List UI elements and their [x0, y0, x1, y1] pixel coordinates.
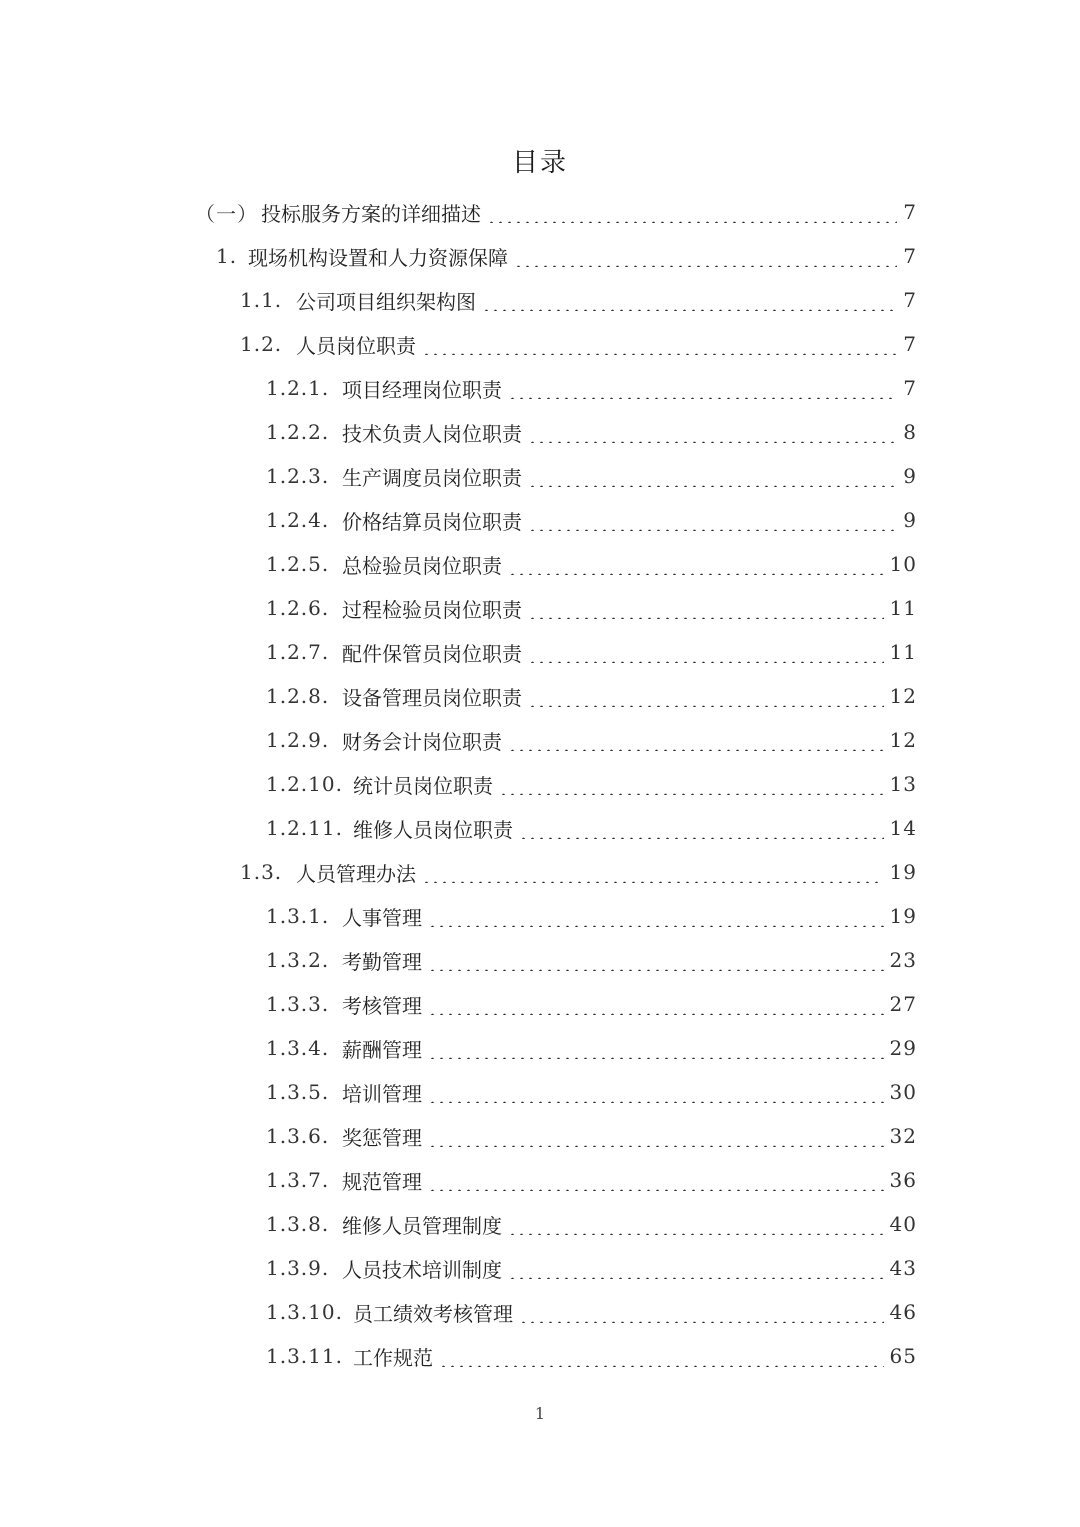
- toc-entry-page: 7: [903, 332, 917, 356]
- toc-leader-dots: [428, 907, 884, 927]
- toc-entry[interactable]: [266, 718, 917, 762]
- toc-entry-page: 12: [889, 728, 917, 752]
- toc-entry-page: 30: [889, 1080, 917, 1104]
- toc-leader-dots: [528, 423, 897, 443]
- toc-entry-label: 工作规范: [353, 1345, 433, 1370]
- toc-entry[interactable]: [266, 454, 917, 498]
- toc-entry-label: 过程检验员岗位职责: [342, 597, 522, 622]
- toc-entry-number: 1.3.1.: [266, 904, 330, 928]
- toc-entry[interactable]: [240, 278, 917, 322]
- toc-leader-dots: [487, 203, 897, 223]
- toc-entry[interactable]: [266, 982, 917, 1026]
- toc-entry-label: 人员技术培训制度: [342, 1257, 502, 1282]
- toc-entry-label: 现场机构设置和人力资源保障: [248, 245, 508, 270]
- toc-entry-page: 14: [889, 816, 917, 840]
- toc-entry-label: 规范管理: [342, 1169, 422, 1194]
- toc-entry[interactable]: [266, 1026, 917, 1070]
- toc-leader-dots: [508, 555, 884, 575]
- toc-entry-page: 9: [903, 508, 917, 532]
- toc-entry-page: 7: [903, 288, 917, 312]
- toc-entry-number: 1.2.8.: [266, 684, 330, 708]
- toc-entry-label: 考勤管理: [342, 949, 422, 974]
- toc-entry-page: 19: [889, 860, 917, 884]
- toc-entry-label: 总检验员岗位职责: [342, 553, 502, 578]
- toc-leader-dots: [528, 511, 897, 531]
- toc-entry-label: 技术负责人岗位职责: [342, 421, 522, 446]
- toc-entry-number: 1.3.11.: [266, 1344, 343, 1368]
- toc-entry-number: 1.3.10.: [266, 1300, 343, 1324]
- toc-entry-page: 43: [889, 1256, 917, 1280]
- toc-entry-page: 7: [903, 244, 917, 268]
- toc-leader-dots: [528, 643, 884, 663]
- toc-leader-dots: [428, 995, 884, 1015]
- toc-entry-number: 1.2.5.: [266, 552, 330, 576]
- toc-entry-number: 1.3.9.: [266, 1256, 330, 1280]
- toc-entry-label: 设备管理员岗位职责: [342, 685, 522, 710]
- toc-entry[interactable]: [266, 1290, 917, 1334]
- toc-entry-number: 1.3.5.: [266, 1080, 330, 1104]
- toc-leader-dots: [422, 863, 884, 883]
- toc-entry-label: 维修人员管理制度: [342, 1213, 502, 1238]
- toc-entry[interactable]: [266, 410, 917, 454]
- toc-entry-number: 1.2.: [240, 332, 283, 356]
- toc-entry[interactable]: [266, 1114, 917, 1158]
- toc-entry-label: 公司项目组织架构图: [296, 289, 476, 314]
- toc-entry[interactable]: [266, 762, 917, 806]
- toc-leader-dots: [519, 819, 884, 839]
- toc-entry[interactable]: [266, 1246, 917, 1290]
- toc-entry[interactable]: [266, 1158, 917, 1202]
- toc-entry-number: 1.2.11.: [266, 816, 343, 840]
- toc-leader-dots: [508, 379, 897, 399]
- toc-leader-dots: [519, 1303, 884, 1323]
- toc-entry-page: 10: [889, 552, 917, 576]
- toc-entry-label: 价格结算员岗位职责: [342, 509, 522, 534]
- toc-entry-page: 32: [889, 1124, 917, 1148]
- toc-entry-number: 1.: [216, 244, 238, 268]
- toc-entry[interactable]: [266, 366, 917, 410]
- toc-entry-label: 奖惩管理: [342, 1125, 422, 1150]
- toc-entry-page: 11: [889, 640, 917, 664]
- toc-leader-dots: [514, 247, 897, 267]
- toc-entry[interactable]: [266, 1070, 917, 1114]
- toc-entry-page: 36: [889, 1168, 917, 1192]
- toc-leader-dots: [428, 951, 884, 971]
- toc-leader-dots: [428, 1127, 884, 1147]
- toc-entry-label: 培训管理: [342, 1081, 422, 1106]
- toc-entry-number: 1.2.6.: [266, 596, 330, 620]
- toc-entry-page: 65: [889, 1344, 917, 1368]
- toc-entry-label: 财务会计岗位职责: [342, 729, 502, 754]
- toc-entry-label: 人员岗位职责: [296, 333, 416, 358]
- toc-entry-number: 1.3.: [240, 860, 283, 884]
- toc-entry-number: 1.2.7.: [266, 640, 330, 664]
- toc-leader-dots: [528, 467, 897, 487]
- toc-entry[interactable]: [266, 1334, 917, 1378]
- toc-entry-label: 统计员岗位职责: [353, 773, 493, 798]
- toc-leader-dots: [439, 1347, 884, 1367]
- toc-entry-number: （一）: [195, 201, 258, 226]
- toc-entry-label: 员工绩效考核管理: [353, 1301, 513, 1326]
- toc-entry[interactable]: [195, 190, 917, 234]
- toc-entry-label: 薪酬管理: [342, 1037, 422, 1062]
- toc-entry-number: 1.2.9.: [266, 728, 330, 752]
- toc-entry-label: 考核管理: [342, 993, 422, 1018]
- toc-entry-number: 1.3.4.: [266, 1036, 330, 1060]
- page-number: 1: [534, 1404, 546, 1423]
- toc-entry-number: 1.3.3.: [266, 992, 330, 1016]
- toc-leader-dots: [508, 1259, 884, 1279]
- toc-entry-number: 1.2.3.: [266, 464, 330, 488]
- toc-entry-number: 1.3.6.: [266, 1124, 330, 1148]
- toc-leader-dots: [428, 1083, 884, 1103]
- toc-entry-page: 12: [889, 684, 917, 708]
- toc-entry-page: 7: [903, 376, 917, 400]
- toc-entry-page: 46: [889, 1300, 917, 1324]
- toc-entry[interactable]: [266, 542, 917, 586]
- toc-entry-label: 人员管理办法: [296, 861, 416, 886]
- toc-leader-dots: [508, 731, 884, 751]
- toc-entry-page: 40: [889, 1212, 917, 1236]
- toc-entry-label: 配件保管员岗位职责: [342, 641, 522, 666]
- toc-entry-label: 维修人员岗位职责: [353, 817, 513, 842]
- toc-entry[interactable]: [266, 586, 917, 630]
- toc-entry-number: 1.3.2.: [266, 948, 330, 972]
- toc-entry-number: 1.2.4.: [266, 508, 330, 532]
- toc-entry-page: 19: [889, 904, 917, 928]
- toc-entry-number: 1.2.1.: [266, 376, 330, 400]
- toc-entry-page: 29: [889, 1036, 917, 1060]
- toc-entry[interactable]: [240, 322, 917, 366]
- toc-entry-page: 27: [889, 992, 917, 1016]
- toc-entry-page: 7: [903, 200, 917, 224]
- toc-entry-number: 1.2.2.: [266, 420, 330, 444]
- toc-leader-dots: [428, 1171, 884, 1191]
- toc-entry-number: 1.1.: [240, 288, 283, 312]
- toc-leader-dots: [422, 335, 897, 355]
- toc-entry-number: 1.3.8.: [266, 1212, 330, 1236]
- toc-leader-dots: [428, 1039, 884, 1059]
- toc-title: 目录: [511, 148, 568, 178]
- toc-entry[interactable]: [266, 894, 917, 938]
- toc-entry[interactable]: [266, 498, 917, 542]
- toc-entry[interactable]: [266, 1202, 917, 1246]
- toc-entry[interactable]: [240, 850, 917, 894]
- toc-entry-page: 13: [889, 772, 917, 796]
- toc-entry[interactable]: [216, 234, 917, 278]
- toc-leader-dots: [508, 1215, 884, 1235]
- toc-entry-page: 23: [889, 948, 917, 972]
- toc-entry[interactable]: [266, 674, 917, 718]
- toc-entry-number: 1.3.7.: [266, 1168, 330, 1192]
- toc-entry-label: 人事管理: [342, 905, 422, 930]
- toc-leader-dots: [482, 291, 897, 311]
- toc-entry[interactable]: [266, 938, 917, 982]
- toc-entry-label: 生产调度员岗位职责: [342, 465, 522, 490]
- toc-entry-page: 9: [903, 464, 917, 488]
- toc-leader-dots: [528, 687, 884, 707]
- toc-entry-label: 投标服务方案的详细描述: [261, 201, 481, 226]
- toc-leader-dots: [528, 599, 884, 619]
- toc-entry-number: 1.2.10.: [266, 772, 343, 796]
- toc-entry-page: 11: [889, 596, 917, 620]
- toc-entry-page: 8: [903, 420, 917, 444]
- toc-entry[interactable]: [266, 806, 917, 850]
- toc-entry-label: 项目经理岗位职责: [342, 377, 502, 402]
- toc-leader-dots: [499, 775, 884, 795]
- toc-entry[interactable]: [266, 630, 917, 674]
